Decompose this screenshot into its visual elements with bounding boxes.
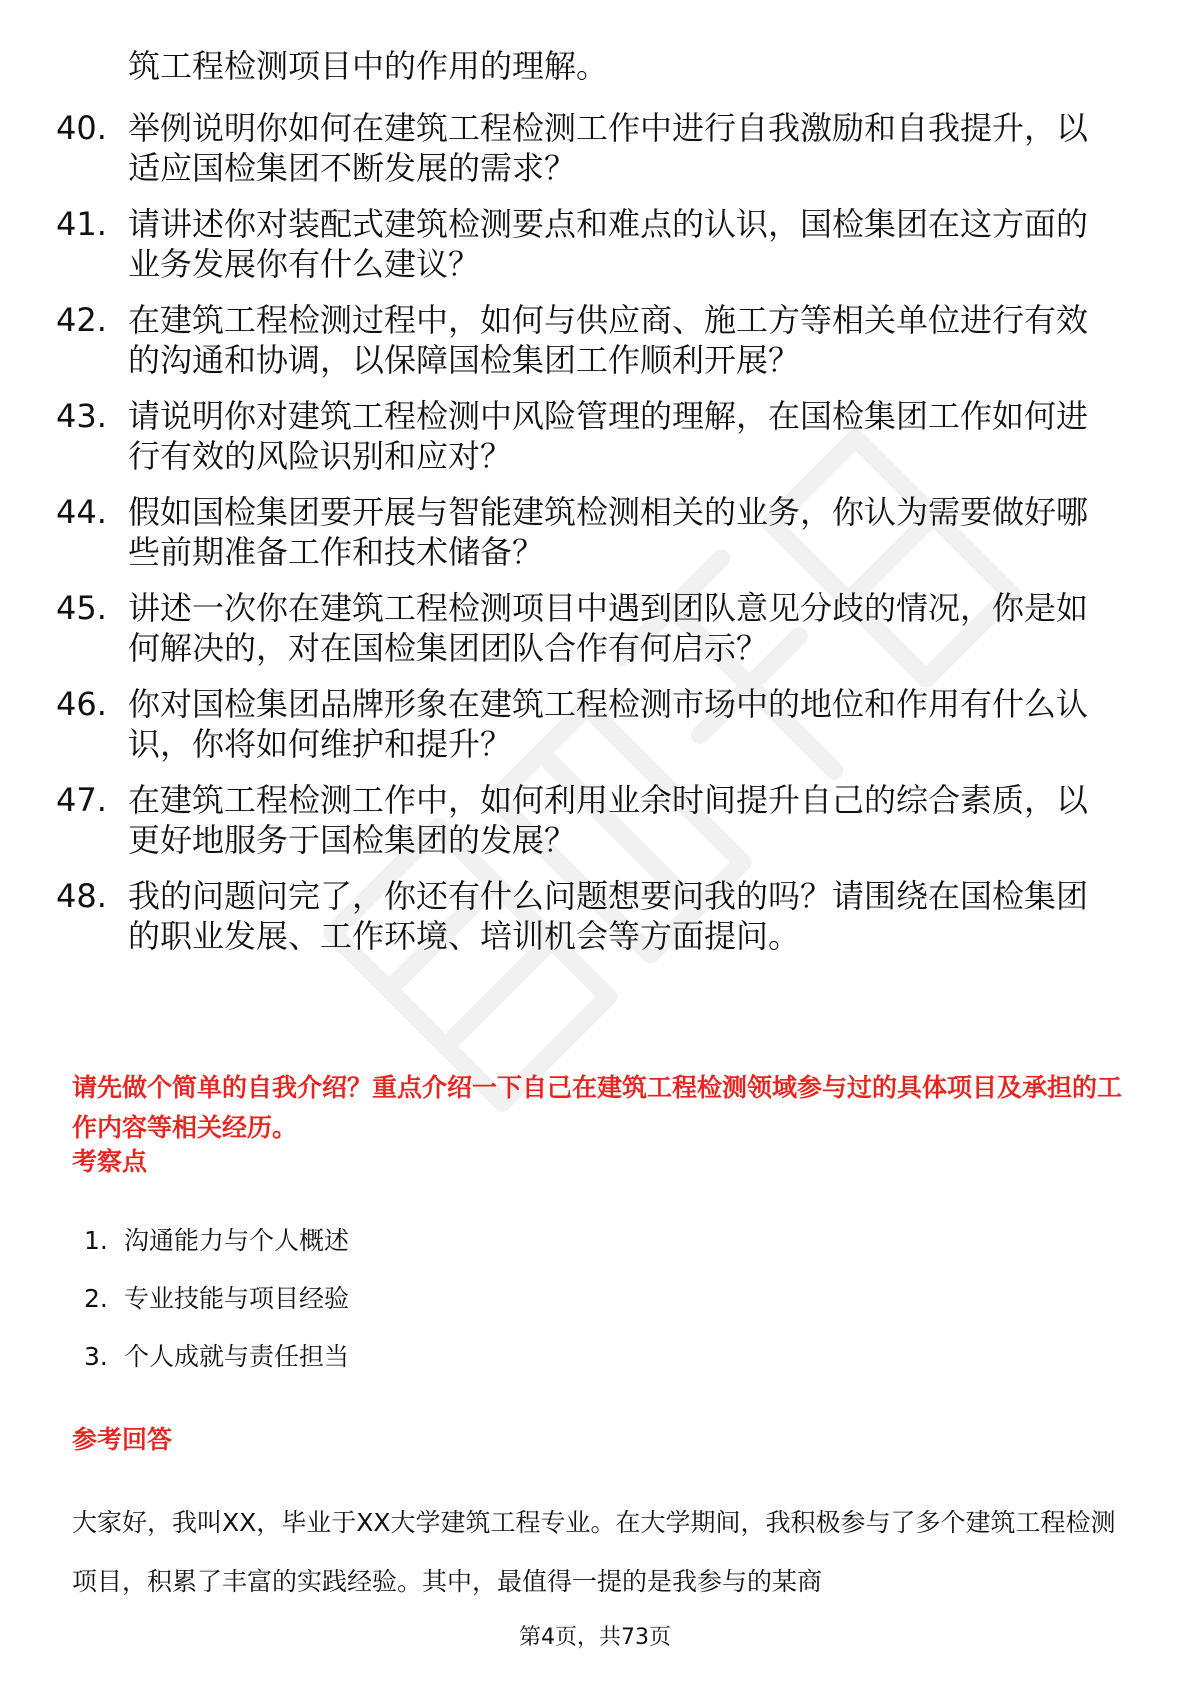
point-number: 2. xyxy=(84,1284,108,1313)
reference-title: 参考回答 xyxy=(72,1425,173,1454)
question-number: 46. xyxy=(56,685,107,723)
point-text: 个人成就与责任担当 xyxy=(124,1342,350,1371)
assessment-point xyxy=(84,1283,684,1341)
question-number: 47. xyxy=(56,781,107,819)
focus-question: 请先做个简单的自我介绍？重点介绍一下自己在建筑工程检测领域参与过的具体项目及承担的工作内容等相关经历。 xyxy=(72,1073,1123,1142)
question-number: 48. xyxy=(56,877,107,915)
question-number: 45. xyxy=(56,589,107,627)
assessment-point xyxy=(84,1341,684,1399)
question-number: 40. xyxy=(56,109,107,147)
page-footer: 第4页，共73页 xyxy=(519,1625,671,1650)
assessment-point xyxy=(84,1225,684,1283)
question-continuation: 筑工程检测项目中的作用的理解。 xyxy=(128,47,609,85)
question-number: 43. xyxy=(56,397,107,435)
question-text: 请讲述你对装配式建筑检测要点和难点的认识，国检集团在这方面的业务发展你有什么建议？ xyxy=(128,205,1089,283)
assessment-points xyxy=(84,1225,684,1399)
point-number: 3. xyxy=(84,1342,108,1371)
point-text: 沟通能力与个人概述 xyxy=(124,1226,350,1255)
assessment-title: 考察点 xyxy=(72,1147,148,1176)
point-text: 专业技能与项目经验 xyxy=(124,1284,350,1313)
question-text: 讲述一次你在建筑工程检测项目中遇到团队意见分歧的情况，你是如何解决的，对在国检集团团队合作有何启示？ xyxy=(128,589,1089,667)
question-number: 42. xyxy=(56,301,107,339)
reference-answer: 大家好，我叫XX，毕业于XX大学建筑工程专业。在大学期间，我积极参与了多个建筑工程检测项目，积累了丰富的实践经验。其中，最值得一提的是我参与的某商 xyxy=(72,1508,1116,1596)
question-number: 44. xyxy=(56,493,107,531)
question-text: 在建筑工程检测过程中，如何与供应商、施工方等相关单位进行有效的沟通和协调，以保障国检集团工作顺利开展？ xyxy=(128,301,1089,379)
question-text: 在建筑工程检测工作中，如何利用业余时间提升自己的综合素质，以更好地服务于国检集团的发展？ xyxy=(128,781,1089,859)
question-text: 你对国检集团品牌形象在建筑工程检测市场中的地位和作用有什么认识，你将如何维护和提升？ xyxy=(128,685,1089,763)
question-number: 41. xyxy=(56,205,107,243)
question-text: 我的问题问完了，你还有什么问题想要问我的吗？请围绕在国检集团的职业发展、工作环境、培训机会等方面提问。 xyxy=(128,877,1089,955)
question-text: 假如国检集团要开展与智能建筑检测相关的业务，你认为需要做好哪些前期准备工作和技术储备？ xyxy=(128,493,1089,571)
question-text: 请说明你对建筑工程检测中风险管理的理解，在国检集团工作如何进行有效的风险识别和应对？ xyxy=(128,397,1089,475)
question-text: 举例说明你如何在建筑工程检测工作中进行自我激励和自我提升，以适应国检集团不断发展的需求？ xyxy=(128,109,1089,187)
point-number: 1. xyxy=(84,1226,108,1255)
